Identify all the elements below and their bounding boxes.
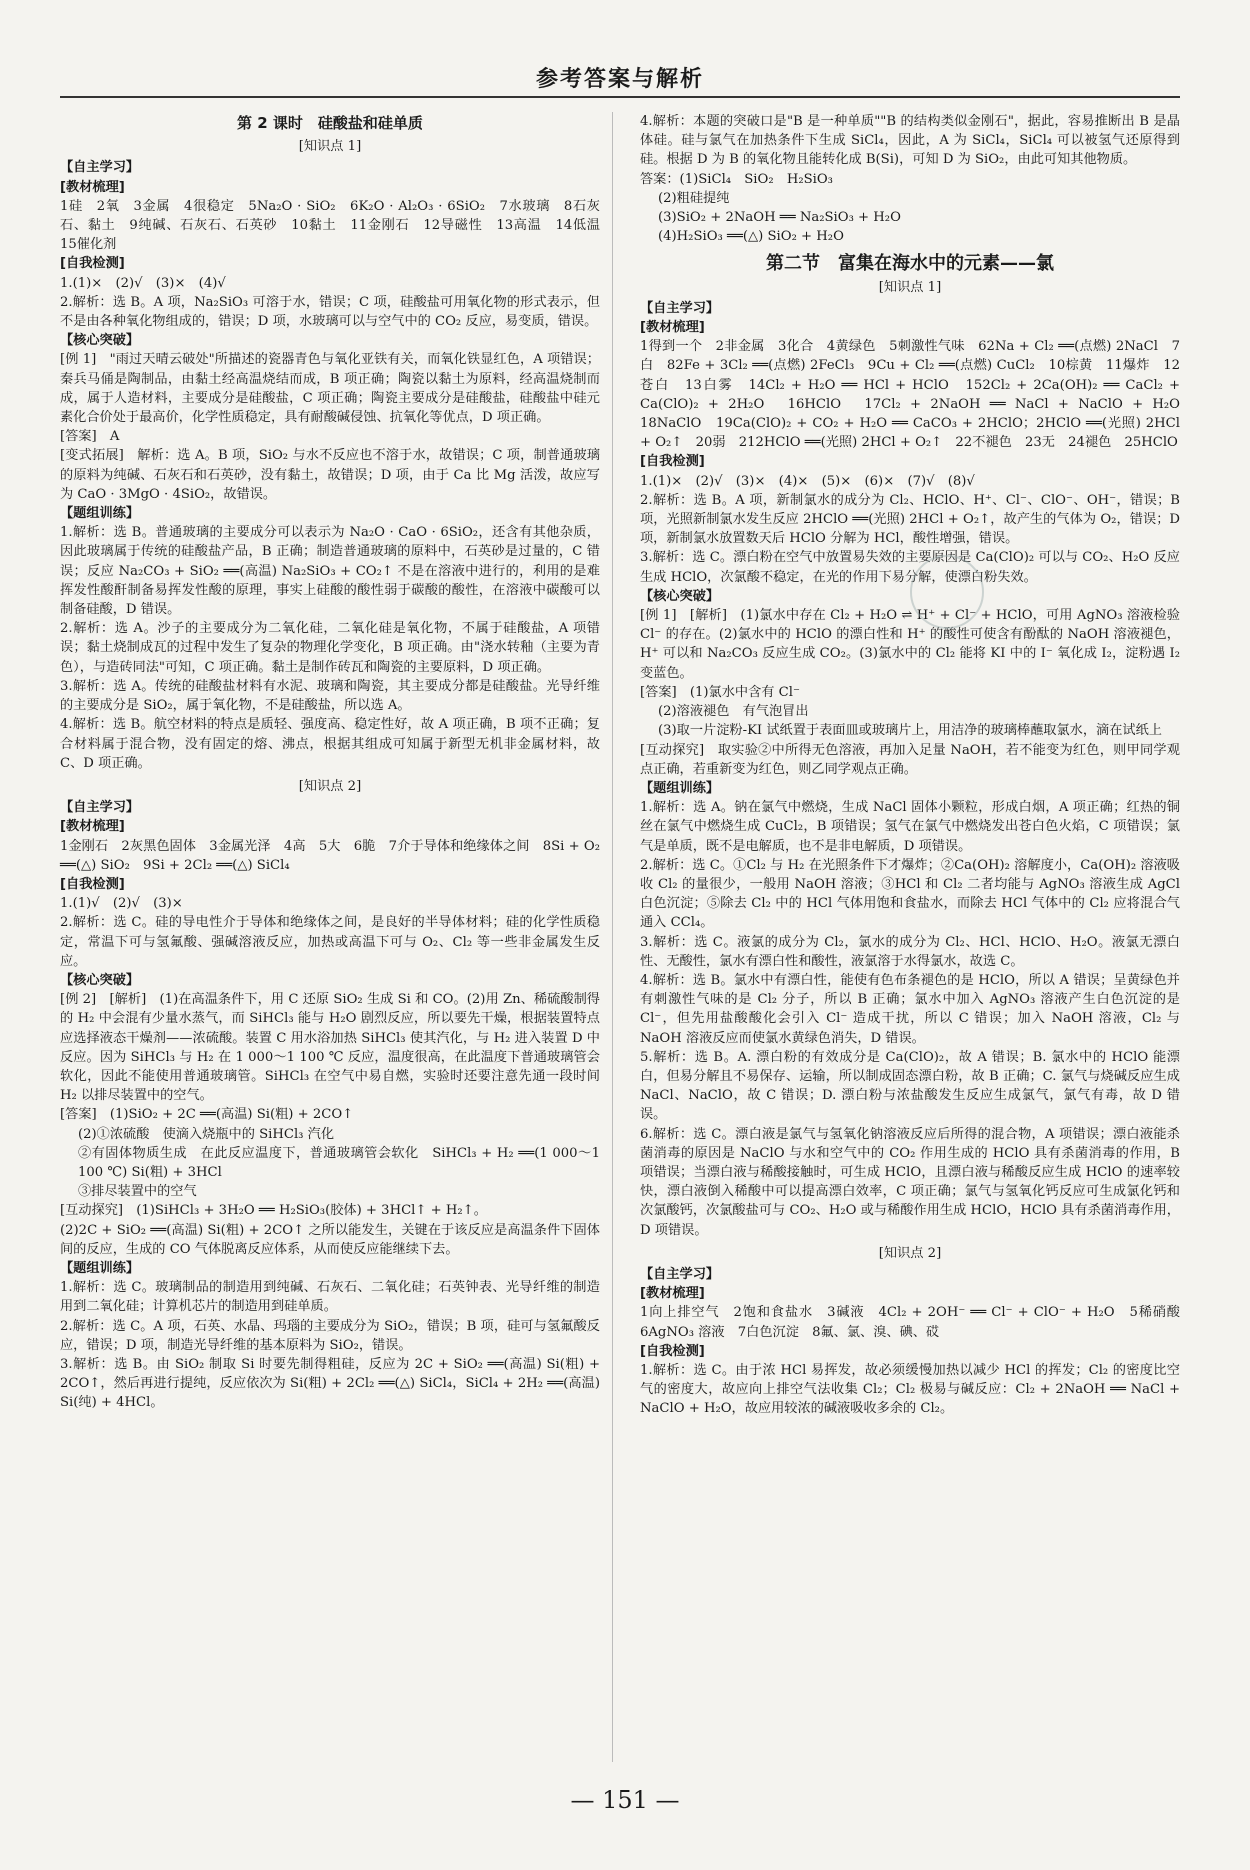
prev-answer-1: 答案：(1)SiCl₄ SiO₂ H₂SiO₃ — [640, 171, 833, 187]
r-heading-self-study: 【自主学习】 — [640, 300, 720, 316]
r-textbook-answers-2: 1向上排空气 2饱和食盐水 3碱液 4Cl₂ + 2OH⁻ ══ Cl⁻ + ClO⁻ + H₂O 5稀硝酸 6AgNO₃ 溶液 7白色沉淀 8氟、氯、溴、碘、砹 — [640, 1305, 1194, 1340]
heading-core: 【核心突破】 — [60, 333, 140, 349]
r-drill-5: 5.解析：选 B。A. 漂白粉的有效成分是 Ca(ClO)₂，故 A 错误；B. 氯水中的 HClO 能漂白，但易分解且不易保存、运输，所以制成固态漂白粉，故 B 正确；C. 氯气与烧碱反应生成 NaCl、NaClO，故 C 错误；D. 漂白粉与浓盐酸发生反应生成氯气，氯气有毒，故 D 错误。 — [640, 1049, 1180, 1123]
textbook-answers-2: 1金刚石 2灰黑色固体 3金属光泽 4高 5大 6脆 7介于导体和绝缘体之间 8Si + O₂ ══(△) SiO₂ 9Si + 2Cl₂ ══(△) SiCl₄ — [60, 838, 600, 873]
heading-selfcheck-2: [自我检测] — [60, 876, 125, 892]
page-number: — 151 — — [570, 1786, 680, 1814]
selfcheck-1: 1.(1)× (2)√ (3)× (4)√ — [60, 275, 226, 291]
drill-6: 2.解析：选 C。A 项，石英、水晶、玛瑙的主要成分为 SiO₂，错误；B 项，硅可与氢氟酸反应，错误；D 项，制造光导纤维的基本原料为 SiO₂，错误。 — [60, 1318, 600, 1353]
heading-drill: 【题组训练】 — [60, 506, 140, 522]
knowledge-point-1: [知识点 1] — [298, 139, 362, 155]
r-selfcheck-3: 3.解析：选 C。漂白粉在空气中放置易失效的主要原因是 Ca(ClO)₂ 可以与 CO₂、H₂O 反应生成 HClO，次氯酸不稳定，在光的作用下易分解，使漂白粉失效。 — [640, 550, 1180, 585]
drill-7: 3.解析：选 B。由 SiO₂ 制取 Si 时要先制得粗硅，反应为 2C + SiO₂ ══(高温) Si(粗) + 2CO↑，然后再进行提纯，反应依次为 Si(粗) + 2Cl₂ ══(△) SiCl₄，SiCl₄ + 2H₂ ══(高温) Si(纯) + 4HCl。 — [60, 1357, 600, 1411]
r-heading-core: 【核心突破】 — [640, 588, 720, 604]
selfcheck-2: 2.解析：选 B。A 项，Na₂SiO₃ 可溶于水，错误；C 项，硅酸盐可用氧化物的形式表示，但不是由各种氧化物组成的，错误；D 项，水玻璃可以与空气中的 CO₂ 反应，易变质，错误。 — [60, 294, 600, 330]
r-knowledge-point-2: [知识点 2] — [878, 1245, 942, 1261]
column-divider — [612, 112, 613, 1762]
example-2: [例 2] [解析] (1)在高温条件下，用 C 还原 SiO₂ 生成 Si 和 CO。(2)用 Zn、稀硫酸制得的 H₂ 中会混有少量水蒸气，而 SiHCl₃ 能与 H₂O 剧烈反应，所以要先干燥，根据装置特点应选择液态干燥剂——浓硫酸。装置 C 用水浴加热 SiHCl₃ 使其汽化，与 H₂ 进入装置 D 中反应。因为 SiHCl₃ 与 H₂ 在 1 000～1 100 ℃ 反应，温度很高，在此温度下普通玻璃管会软化，因此不能使用普通玻璃管。SiHCl₃ 在空气中易自燃，实验时还要注意先通一段时间 H₂ 以排尽装置中的空气。 — [60, 992, 600, 1104]
heading-core-2: 【核心突破】 — [60, 972, 140, 988]
heading-drill-2: 【题组训练】 — [60, 1260, 140, 1276]
example-2-answer-3: ②有固体物质生成 在此反应温度下，普通玻璃管会软化 SiHCl₃ + H₂ ══(1 000～1 100 ℃) Si(粗) + 3HCl — [78, 1145, 600, 1180]
drill-4: 4.解析：选 B。航空材料的特点是质轻、强度高、稳定性好，故 A 项正确，B 项不正确；复合材料属于混合物，没有固定的熔、沸点，根据其组成可知属于新型无机非金属材料，故 C、D 项正确。 — [60, 717, 600, 771]
selfcheck-3: 1.(1)√ (2)√ (3)× — [60, 896, 183, 912]
page-title: 参考答案与解析 — [535, 67, 704, 92]
heading-textbook-2: [教材梳理] — [60, 819, 125, 835]
heading-selfcheck: [自我检测] — [60, 256, 125, 272]
textbook-answers-1: 1硅 2氧 3金属 4很稳定 5Na₂O · SiO₂ 6K₂O · Al₂O₃ · 6SiO₂ 7水玻璃 8石灰石、黏土 9纯碱、石灰石、石英砂 10黏土 11金刚石 12导磁性 13高温 14低温 15催化剂 — [60, 198, 614, 253]
interactive-1: [互动探究] (1)SiHCl₃ + 3H₂O ══ H₂SiO₃(胶体) + 3HCl↑ + H₂↑。 — [60, 1203, 487, 1219]
r-drill-6: 6.解析：选 C。漂白液是氯气与氢氧化钠溶液反应后所得的混合物，A 项错误；漂白液能杀菌消毒的原因是 NaClO 与水和空气中的 CO₂ 作用生成的 HClO 具有杀菌消毒的作用，B 项错误；当漂白液与稀酸接触时，可生成 HClO，且漂白液与稀酸反应生成 HClO 的速率较快，漂白液倒入稀酸中可以提高漂白效率，C 项正确；氯气与氢氧化钙反应可生成氯化钙和次氯酸钙，次氯酸盐可与 CO₂、H₂O 或与稀酸作用生成 HClO，HClO 具有杀菌消毒作用，D 项错误。 — [640, 1126, 1180, 1238]
r-heading-drill: 【题组训练】 — [640, 780, 720, 796]
drill-1: 1.解析：选 B。普通玻璃的主要成分可以表示为 Na₂O · CaO · 6SiO₂，还含有其他杂质，因此玻璃属于传统的硅酸盐产品，B 正确；制造普通玻璃的原料中，石英砂是过量的，C 错误；反应 Na₂CO₃ + SiO₂ ══(高温) Na₂SiO₃ + CO₂↑ 不是在溶液中进行的，利用的是难挥发性酸酐制备易挥发性酸的原理，事实上硅酸的酸性弱于碳酸的酸性，在溶液中碳酸可以制备硅酸，D 错误。 — [60, 525, 600, 618]
r-selfcheck-1: 1.(1)× (2)√ (3)× (4)× (5)× (6)× (7)√ (8)√ — [640, 473, 975, 489]
r-drill-2: 2.解析：选 C。①Cl₂ 与 H₂ 在光照条件下才爆炸；②Ca(OH)₂ 溶解度小，Ca(OH)₂ 溶液吸收 Cl₂ 的量很少，一般用 NaOH 溶液；③HCl 和 Cl₂ 二者均能与 AgNO₃ 溶液生成 AgCl 白色沉淀；⑤除去 Cl₂ 中的 HCl 气体用饱和食盐水，而除去 HCl 气体中的 Cl₂ 应将混合气通入 CCl₄。 — [640, 857, 1180, 931]
right-column — [640, 112, 1194, 1419]
interactive-2: (2)2C + SiO₂ ══(高温) Si(粗) + 2CO↑ 之所以能发生，关键在于该反应是高温条件下固体间的反应，生成的 CO 气体脱离反应体系，从而使反应能继续下去。 — [60, 1222, 600, 1257]
r-heading-selfcheck: [自我检测] — [640, 454, 705, 470]
r-selfcheck-2: 2.解析：选 B。A 项，新制氯水的成分为 Cl₂、HClO、H⁺、Cl⁻、ClO⁻、OH⁻，错误；B 项，光照新制氯水发生反应 2HClO ══(光照) 2HCl + O₂↑，故产生的气体为 O₂，错误；D 项，新制氯水放置数天后 HClO 分解为 HCl，酸性增强，错误。 — [640, 492, 1180, 547]
prev-answer-2: (2)粗硅提纯 — [658, 190, 730, 206]
prev-answer-4: (4)H₂SiO₃ ══(△) SiO₂ + H₂O — [658, 229, 844, 245]
example-2-answer-1: [答案] (1)SiO₂ + 2C ══(高温) Si(粗) + 2CO↑ — [60, 1107, 354, 1123]
heading-textbook: [教材梳理] — [60, 179, 125, 195]
r-heading-selfcheck-2: [自我检测] — [640, 1343, 705, 1359]
r-textbook-answers-1: 1得到一个 2非金属 3化合 4黄绿色 5刺激性气味 62Na + Cl₂ ══(点燃) 2NaCl 7白 82Fe + 3Cl₂ ══(点燃) 2FeCl₃ 9Cu + Cl₂ ══(点燃) CuCl₂ 10棕黄 11爆炸 12苍白 13白雾 14Cl₂ + H₂O ══ HCl + HClO 152Cl₂ + 2Ca(OH)₂ ══ CaCl₂ + Ca(ClO)₂ + 2H₂O 16HClO 17Cl₂ + 2NaOH ══ NaCl + NaClO + H₂O 18NaClO 19Ca(ClO)₂ + CO₂ + H₂O ══ CaCO₃ + 2HClO；2HClO ══(光照) 2HCl + O₂↑ 20弱 212HClO ══(光照) 2HCl + O₂↑ 22不褪色 23无 24褪色 25HClO — [640, 339, 1194, 451]
stamp-watermark-icon — [910, 555, 984, 629]
heading-self-study: 【自主学习】 — [60, 160, 140, 176]
knowledge-point-2: [知识点 2] — [298, 778, 362, 794]
lesson-title: 第 2 课时 硅酸盐和硅单质 — [237, 114, 423, 132]
r-heading-textbook-2: [教材梳理] — [640, 1286, 705, 1302]
r-interactive: [互动探究] 取实验②中所得无色溶液，再加入足量 NaOH，若不能变为红色，则甲同学观点正确，若重新变为红色，则乙同学观点正确。 — [640, 742, 1180, 777]
variant-extension: [变式拓展] 解析：选 A。B 项，SiO₂ 与水不反应也不溶于水，故错误；C 项，制普通玻璃的原料为纯碱、石灰石和石英砂，没有黏土，故错误；D 项，由于 Ca 比 Mg 活泼，故应写为 CaO · 3MgO · 4SiO₂，故错误。 — [60, 448, 600, 502]
r-example-1: [例 1] [解析] (1)氯水中存在 Cl₂ + H₂O ⇌ H⁺ + Cl⁻ + HClO，可用 AgNO₃ 溶液检验 Cl⁻ 的存在。(2)氯水中的 HClO 的漂白性和 H⁺ 的酸性可使含有酚酞的 NaOH 溶液褪色，H⁺ 可以和 Na₂CO₃ 反应生成 CO₂。(3)氯水中的 Cl₂ 能将 KI 中的 I⁻ 氧化成 I₂，淀粉遇 I₂ 变蓝色。 — [640, 608, 1180, 681]
section-title: 第二节 富集在海水中的元素——氯 — [766, 253, 1054, 275]
r-example-1-answer-2: (2)溶液褪色 有气泡冒出 — [658, 704, 809, 720]
drill-5: 1.解析：选 C。玻璃制品的制造用到纯碱、石灰石、二氧化硅；石英钟表、光导纤维的制造用到二氧化硅；计算机芯片的制造用到硅单质。 — [60, 1280, 600, 1315]
header-rule — [60, 96, 1180, 98]
r-heading-textbook: [教材梳理] — [640, 320, 705, 336]
prev-answer-3: (3)SiO₂ + 2NaOH ══ Na₂SiO₃ + H₂O — [658, 210, 901, 226]
r-drill-4: 4.解析：选 B。氯水中有漂白性，能使有色布条褪色的是 HClO，所以 A 错误；呈黄绿色并有刺激性气味的是 Cl₂ 分子，所以 B 正确；氯水中加入 AgNO₃ 溶液产生白色沉淀的是 Cl⁻，但先用盐酸酸化会引入 Cl⁻ 造成干扰，所以 C 错误；加入 NaOH 溶液，Cl₂ 与 NaOH 溶液反应而使氯水黄绿色消失，D 错误。 — [640, 972, 1180, 1046]
selfcheck-4: 2.解析：选 C。硅的导电性介于导体和绝缘体之间，是良好的半导体材料；硅的化学性质稳定，常温下可与氢氟酸、强碱溶液反应，加热或高温下可与 O₂、Cl₂ 等一些非金属发生反应。 — [60, 915, 600, 969]
example-2-answer-2: (2)①浓硫酸 使滴入烧瓶中的 SiHCl₃ 汽化 — [78, 1126, 335, 1142]
example-1-answer: [答案] A — [60, 429, 120, 445]
r-drill-1: 1.解析：选 A。钠在氯气中燃烧，生成 NaCl 固体小颗粒，形成白烟，A 项正确；红热的铜丝在氯气中燃烧生成 CuCl₂，B 项错误；氢气在氯气中燃烧发出苍白色火焰，C 项错误；氯气是单质，既不是电解质，也不是非电解质，D 项错误。 — [640, 800, 1180, 854]
left-column — [60, 112, 614, 1413]
example-2-answer-4: ③排尽装置中的空气 — [78, 1184, 197, 1200]
drill-3: 3.解析：选 A。传统的硅酸盐材料有水泥、玻璃和陶瓷，其主要成分都是硅酸盐。光导纤维的主要成分是 SiO₂，属于氧化物，不是硅酸盐，所以选 A。 — [60, 678, 600, 714]
drill-2: 2.解析：选 A。沙子的主要成分为二氧化硅，二氧化硅是氧化物，不属于硅酸盐，A 项错误；黏土烧制成瓦的过程中发生了复杂的物理化学变化，B 项正确。由"浇水转釉（主要为青色），与造砖同法"可知，C 项正确。黏土是制作砖瓦和陶瓷的主要原料，D 项正确。 — [60, 621, 600, 675]
prev-question-4: 4.解析：本题的突破口是"B 是一种单质""B 的结构类似金刚石"，据此，容易推断出 B 是晶体硅。硅与氯气在加热条件下生成 SiCl₄，因此，A 为 SiCl₄，SiCl₄ 可以被氢气还原得到硅。根据 D 为 B 的氧化物且能转化成 B(Si)，可知 D 为 SiO₂，由此可知其他物质。 — [640, 114, 1180, 168]
r-selfcheck-4: 1.解析：选 C。由于浓 HCl 易挥发，故必须缓慢加热以减少 HCl 的挥发；Cl₂ 的密度比空气的密度大，故应向上排空气法收集 Cl₂；Cl₂ 极易与碱反应：Cl₂ + 2NaOH ══ NaCl + NaClO + H₂O，故应用较浓的碱液吸收多余的 Cl₂。 — [640, 1363, 1180, 1417]
r-heading-self-study-2: 【自主学习】 — [640, 1266, 720, 1282]
example-1: [例 1] "雨过天晴云破处"所描述的瓷器青色与氧化亚铁有关，而氧化铁显红色，A 项错误；秦兵马俑是陶制品，由黏土经高温烧结而成，B 项正确；陶瓷以黏土为原料，经高温烧制而成，属于人造材料，主要成分是硅酸盐，C 项正确；陶瓷主要成分是硅酸盐，硅酸盐中硅元素化合价处于最高价，化学性质稳定，具有耐酸碱侵蚀、抗氧化等优点，D 项正确。 — [60, 352, 600, 426]
r-knowledge-point-1: [知识点 1] — [878, 279, 942, 295]
r-drill-3: 3.解析：选 C。液氯的成分为 Cl₂，氯水的成分为 Cl₂、HCl、HClO、H₂O。液氯无漂白性、无酸性，氯水有漂白性和酸性，液氯溶于水得氯水，故选 C。 — [640, 934, 1180, 969]
page-header — [60, 62, 1180, 102]
r-example-1-answer-3: (3)取一片淀粉-KI 试纸置于表面皿或玻璃片上，用洁净的玻璃棒蘸取氯水，滴在试纸上 — [658, 723, 1162, 739]
heading-self-study-2: 【自主学习】 — [60, 800, 140, 816]
r-example-1-answer-1: [答案] (1)氯水中含有 Cl⁻ — [640, 684, 800, 700]
